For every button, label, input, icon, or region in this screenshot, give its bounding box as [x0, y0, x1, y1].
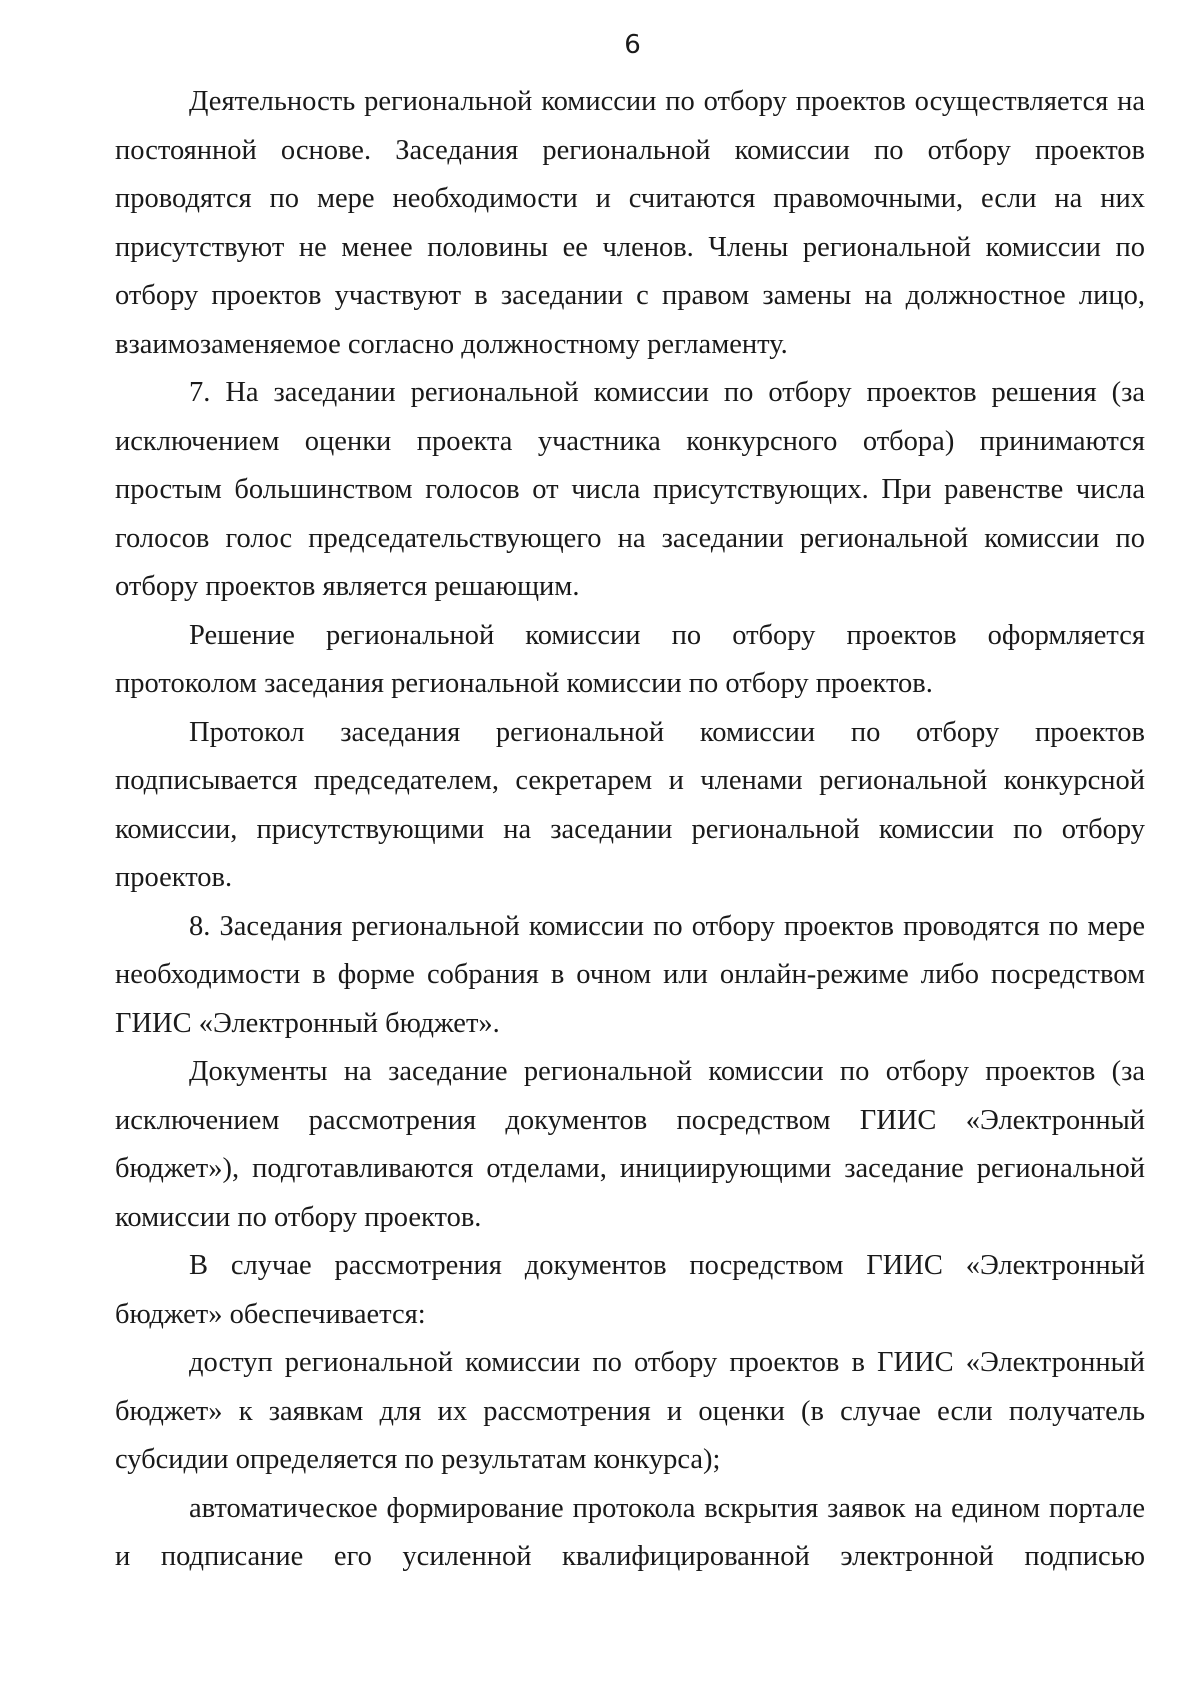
paragraph: 7. На заседании региональной комиссии по отбору проектов решения (за исключением оценки проекта участника конкурсного отбора) принимаются простым большинством голосов от числа присутствующих. При равенстве числа голосов голос председательствующего на заседании региональной комиссии по отбору проектов является решающим.	[115, 377, 1145, 602]
document-body	[115, 78, 1145, 1582]
paragraph: Документы на заседание региональной комиссии по отбору проектов (за исключением рассмотрения документов посредством ГИИС «Электронный бюджет»), подготавливаются отделами, инициирующими заседание региональной комиссии по отбору проектов.	[115, 1056, 1145, 1233]
page-number: 6	[624, 30, 641, 60]
paragraph: В случае рассмотрения документов посредством ГИИС «Электронный бюджет» обеспечивается:	[115, 1250, 1145, 1330]
paragraph: доступ региональной комиссии по отбору проектов в ГИИС «Электронный бюджет» к заявкам для их рассмотрения и оценки (в случае если получатель субсидии определяется по результатам конкурса);	[115, 1347, 1145, 1475]
paragraph: Решение региональной комиссии по отбору проектов оформляется протоколом заседания региональной комиссии по отбору проектов.	[115, 619, 1145, 699]
paragraph: Деятельность региональной комиссии по отбору проектов осуществляется на постоянной основе. Заседания региональной комиссии по отбору проектов проводятся по мере необходимости и считаются правомочными, если на них присутствуют не менее половины ее членов. Члены региональной комиссии по отбору проектов участвуют в заседании с правом замены на должностное лицо, взаимозаменяемое согласно должностному регламенту.	[115, 86, 1145, 360]
paragraph: автоматическое формирование протокола вскрытия заявок на едином портале и подписание его усиленной квалифицированной электронной подписью	[115, 1492, 1145, 1572]
paragraph: 8. Заседания региональной комиссии по отбору проектов проводятся по мере необходимости в форме собрания в очном или онлайн-режиме либо посредством ГИИС «Электронный бюджет».	[115, 910, 1145, 1039]
paragraph: Протокол заседания региональной комиссии по отбору проектов подписывается председателем, секретарем и членами региональной конкурсной комиссии, присутствующими на заседании региональной комиссии по отбору проектов.	[115, 716, 1145, 893]
